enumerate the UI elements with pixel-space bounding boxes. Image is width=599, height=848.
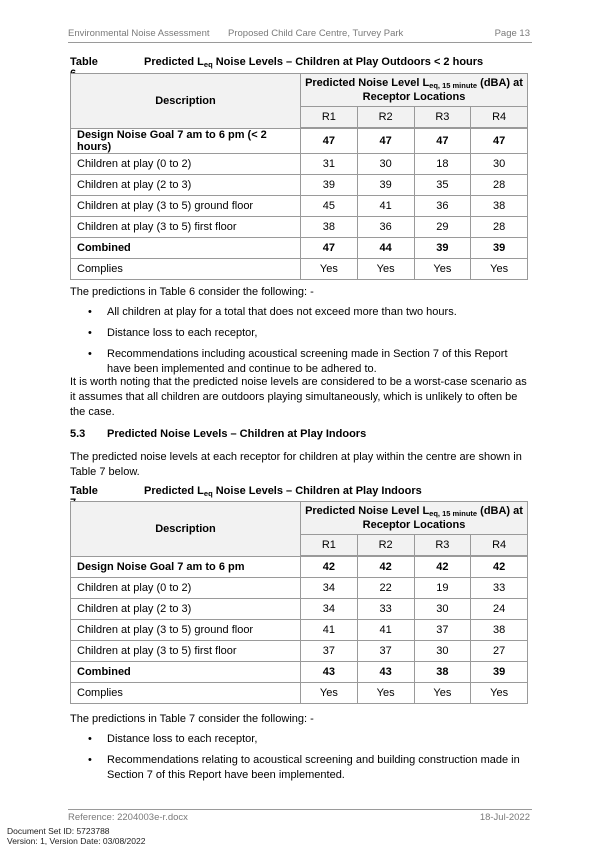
table-row: Children at play (2 to 3) 39 39 35 28 [71,174,528,195]
worst-case-paragraph: It is worth noting that the predicted noise levels are considered to be a worst-case scenario as it assumes that all children are outdoors playing simultaneously, which is unlikely to often be the case. [70,376,527,418]
table7-considerations-intro: The predictions in Table 7 consider the following: - [70,713,314,725]
table7 [70,501,528,704]
page-header [68,26,532,43]
table7-receptor-r1: R1 [301,535,358,557]
list-item: • Distance loss to each receptor, [88,327,258,339]
document-set-id: Document Set ID: 5723788 [7,826,110,836]
table-row: Children at play (0 to 2) 34 22 19 33 [71,578,528,599]
list-item: • Recommendations relating to acoustical screening and building construction made in Section 7 of this Report have been implemented. [88,754,520,781]
table6-receptor-r3: R3 [414,107,471,129]
table-row: Design Noise Goal 7 am to 6 pm 42 42 42 42 [71,556,528,578]
table-row: Combined 47 44 39 39 [71,237,528,258]
page-footer [68,809,532,824]
section-title: Predicted Noise Levels – Children at Play Indoors [107,428,367,440]
list-item: • Distance loss to each receptor, [88,733,258,745]
list-item: • Recommendations including acoustical screening made in Section 7 of this Report have been implemented and continue to be adhered to. [88,348,508,375]
table6-receptor-r4: R4 [471,107,528,129]
footer-reference: Reference: 2204003e-r.docx [68,812,188,823]
table-row: Children at play (3 to 5) first floor 37 37 30 27 [71,641,528,662]
table-row: Combined 43 43 38 39 [71,662,528,683]
table6-receptor-r2: R2 [357,107,414,129]
table6-receptor-r1: R1 [301,107,358,129]
list-item: • All children at play for a total that does not exceed more than two hours. [88,306,457,318]
header-doc-title: Environmental Noise Assessment [68,28,210,39]
table6-title: Predicted $L_{eq}$ Noise Levels – Children at Play Outdoors < 2 hours [144,56,484,69]
table-row: Complies Yes Yes Yes Yes [71,683,528,704]
table7-receptor-r2: R2 [357,535,414,557]
table7-receptor-r4: R4 [471,535,528,557]
table-row: Children at play (3 to 5) ground floor 45 41 36 38 [71,195,528,216]
table-row: Children at play (3 to 5) first floor 38 36 29 28 [71,216,528,237]
footer-date: 18-Jul-2022 [479,812,530,823]
table7-intro-paragraph: The predicted noise levels at each receptor for children at play within the centre are shown in Table 7 below. [70,451,522,478]
document-version: Version: 1, Version Date: 03/08/2022 [7,836,146,846]
table6-description-header: Description [71,74,301,129]
header-page-number: Page 13 [494,28,530,39]
table-row: Complies Yes Yes Yes Yes [71,258,528,279]
table7-considerations-list [70,732,530,789]
table6 [70,73,528,280]
section-number: 5.3 [70,428,86,440]
table7-description-header: Description [71,502,301,557]
table7-receptor-r3: R3 [414,535,471,557]
table-row: Children at play (3 to 5) ground floor 41 41 37 38 [71,620,528,641]
table-row: Children at play (2 to 3) 34 33 30 24 [71,599,528,620]
header-project: Proposed Child Care Centre, Turvey Park [228,28,404,39]
table7-label: Table [70,485,98,497]
table-row: Children at play (0 to 2) 31 30 18 30 [71,153,528,174]
table7-title: Predicted $L_{eq}$ Noise Levels – Children at Play Indoors [144,485,422,498]
table6-intro-text: The predictions in Table 6 consider the following: - [70,286,314,298]
table6-considerations-list [70,305,530,383]
table7-predicted-header: Predicted Noise Level $L_{eq, 15 minute}$ (dBA) at Receptor Locations [301,502,528,535]
table-row: Design Noise Goal 7 am to 6 pm (< 2 hours) 47 47 47 47 [71,128,528,153]
table6-predicted-header: Predicted Noise Level $L_{eq, 15 minute}$ (dBA) at Receptor Locations [301,74,528,107]
table6-label: Table [70,56,98,68]
